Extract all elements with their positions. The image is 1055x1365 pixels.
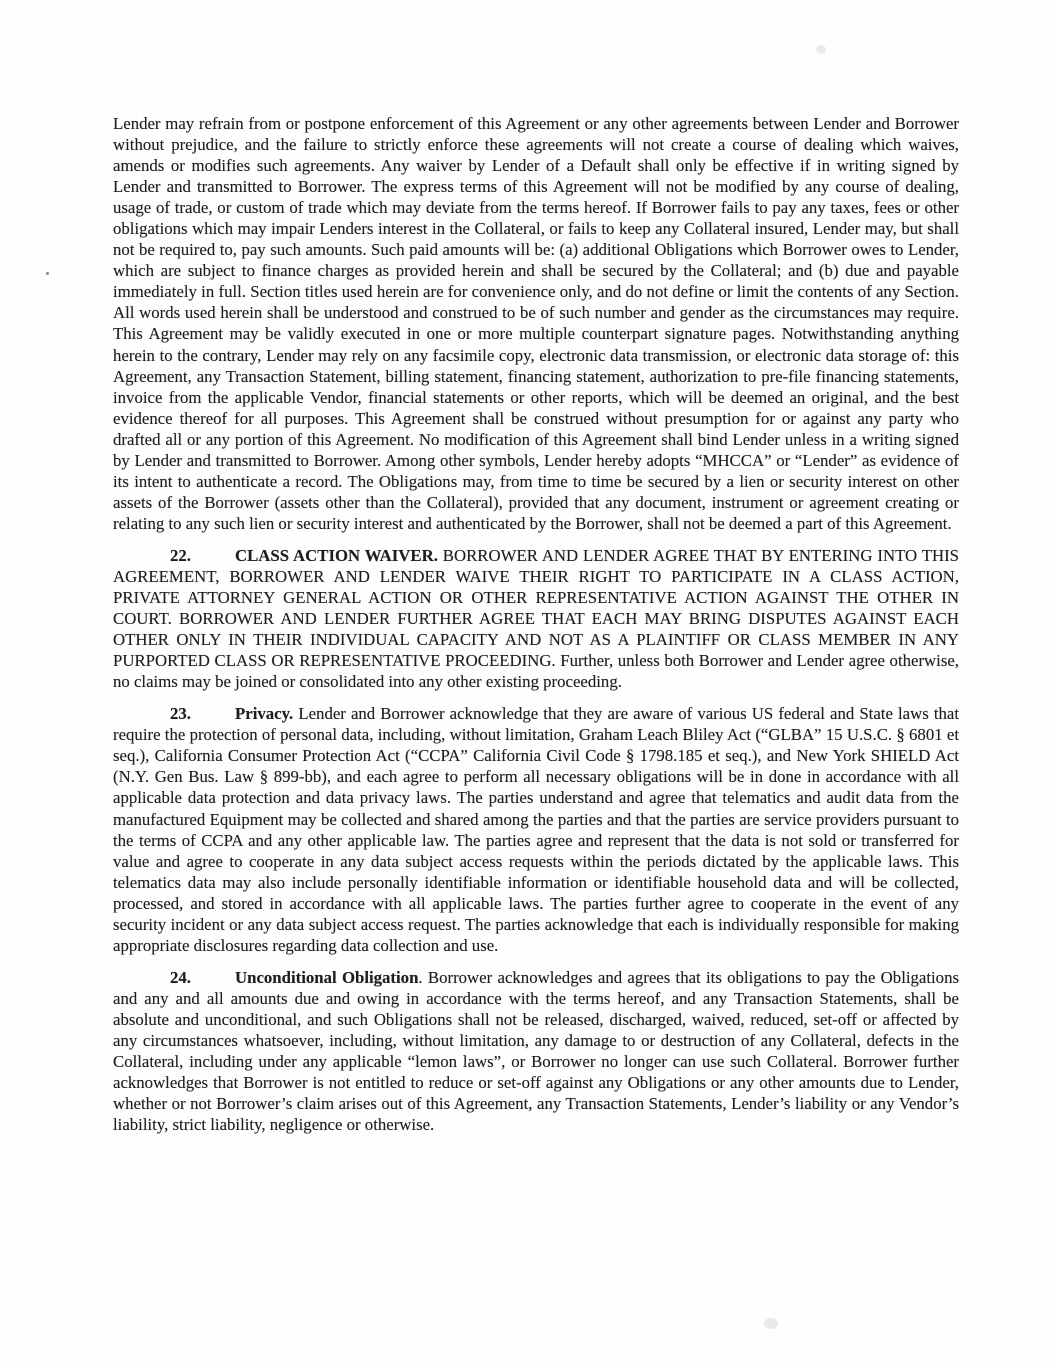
- paragraph-general-provisions: Lender may refrain from or postpone enforcement of this Agreement or any other agreements between Lender and Borrower without prejudice, and the failure to strictly enforce these agreements will not create a course of dealing which waives, amends or modifies such agreements. Any waiver by Lender of a Default shall only be effective if in writing signed by Lender and transmitted to Borrower. The express terms of this Agreement will not be modified by any course of dealing, usage of trade, or custom of trade which may deviate from the terms hereof. If Borrower fails to pay any taxes, fees or other obligations which may impair Lenders interest in the Collateral, or fails to keep any Collateral insured, Lender may, but shall not be required to, pay such amounts. Such paid amounts will be: (a) additional Obligations which Borrower owes to Lender, which are subject to finance charges as provided herein and shall be secured by the Collateral; and (b) due and payable immediately in full. Section titles used herein are for convenience only, and do not define or limit the contents of any Section. All words used herein shall be understood and construed to be of such number and gender as the circumstances may require. This Agreement may be validly executed in one or more multiple counterpart signature pages. Notwithstanding anything herein to the contrary, Lender may rely on any facsimile copy, electronic data transmission, or electronic data storage of: this Agreement, any Transaction Statement, billing statement, financing statement, authorization to pre-file financing statements, invoice from the applicable Vendor, financial statements or other reports, which will be deemed an original, and the best evidence thereof for all purposes. This Agreement shall be construed without presumption for or against any party who drafted all or any portion of this Agreement. No modification of this Agreement shall bind Lender unless in a writing signed by Lender and transmitted to Borrower. Among other symbols, Lender hereby adopts “MHCCA” or “Lender” as evidence of its intent to authenticate a record. The Obligations may, from time to time be secured by a lien or security interest on other assets of the Borrower (assets other than the Collateral), provided that any document, instrument or agreement creating or relating to any such lien or security interest and authenticated by the Borrower, shall not be deemed a part of this Agreement.: [113, 114, 959, 533]
- section-22-class-action-waiver: [113, 545, 959, 692]
- scan-speck: [46, 272, 49, 275]
- section-24-body: . Borrower acknowledges and agrees that its obligations to pay the Obligations and any and all amounts due and owing in accordance with the terms hereof, and any Transaction Statements, shall be absolute and unconditional, and such Obligations shall not be released, discharged, waived, reduced, set-off or affected by any circumstances whatsoever, including, without limitation, any damage to or destruction of any Collateral, defects in the Collateral, including under any applicable “lemon laws”, or Borrower no longer can use such Collateral. Borrower further acknowledges that Borrower is not entitled to reduce or set-off against any Obligations or any other amounts due to Lender, whether or not Borrower’s claim arises out of this Agreement, any Transaction Statements, Lender’s liability or any Vendor’s liability, strict liability, negligence or otherwise.: [113, 967, 959, 1135]
- page-text-block: [113, 113, 959, 1146]
- section-24-number: 24.: [170, 967, 191, 987]
- section-22-number: 22.: [170, 545, 191, 565]
- section-24-unconditional-obligation: [113, 967, 959, 1135]
- section-24-heading: Unconditional Obligation: [235, 967, 419, 987]
- scan-speck: [764, 1318, 778, 1329]
- section-22-heading: CLASS ACTION WAIVER.: [235, 545, 438, 565]
- scan-speck: [816, 45, 826, 54]
- section-23-number: 23.: [170, 704, 191, 724]
- section-23-privacy: [113, 703, 959, 956]
- section-23-heading: Privacy.: [235, 704, 294, 724]
- section-23-body: Lender and Borrower acknowledge that they are aware of various US federal and State laws that require the protection of personal data, including, without limitation, Graham Leach Bliley Act (“GLBA” 15 U.S.C. § 6801 et seq.), California Consumer Protection Act (“CCPA” California Civil Code § 1798.185 et seq.), and New York SHIELD Act (N.Y. Gen Bus. Law § 899-bb), and each agree to perform all necessary obligations will be in done in accordance with all applicable data protection and data privacy laws. The parties understand and agree that telematics and audit data from the manufactured Equipment may be collected and shared among the parties and that the parties are service providers pursuant to the terms of CCPA and any other applicable law. The parties agree and represent that the data is not sold or transferred for value and agree to cooperate in any data subject access requests within the periods dictated by the applicable laws. This telematics data may also include personally identifiable information or identifiable household data and will be collected, processed, and stored in accordance with all applicable laws. The parties further agree to cooperate in the event of any security incident or any data subject access request. The parties acknowledge that each is individually responsible for making appropriate disclosures regarding data collection and use.: [113, 704, 959, 955]
- section-22-body: BORROWER AND LENDER AGREE THAT BY ENTERING INTO THIS AGREEMENT, BORROWER AND LENDER WAIVE THEIR RIGHT TO PARTICIPATE IN A CLASS ACTION, PRIVATE ATTORNEY GENERAL ACTION OR OTHER REPRESENTATIVE ACTION AGAINST THE OTHER IN COURT. BORROWER AND LENDER FURTHER AGREE THAT EACH MAY BRING DISPUTES AGAINST EACH OTHER ONLY IN THEIR INDIVIDUAL CAPACITY AND NOT AS A PLAINTIFF OR CLASS MEMBER IN ANY PURPORTED CLASS OR REPRESENTATIVE PROCEEDING. Further, unless both Borrower and Lender agree otherwise, no claims may be joined or consolidated into any other existing proceeding.: [113, 545, 959, 692]
